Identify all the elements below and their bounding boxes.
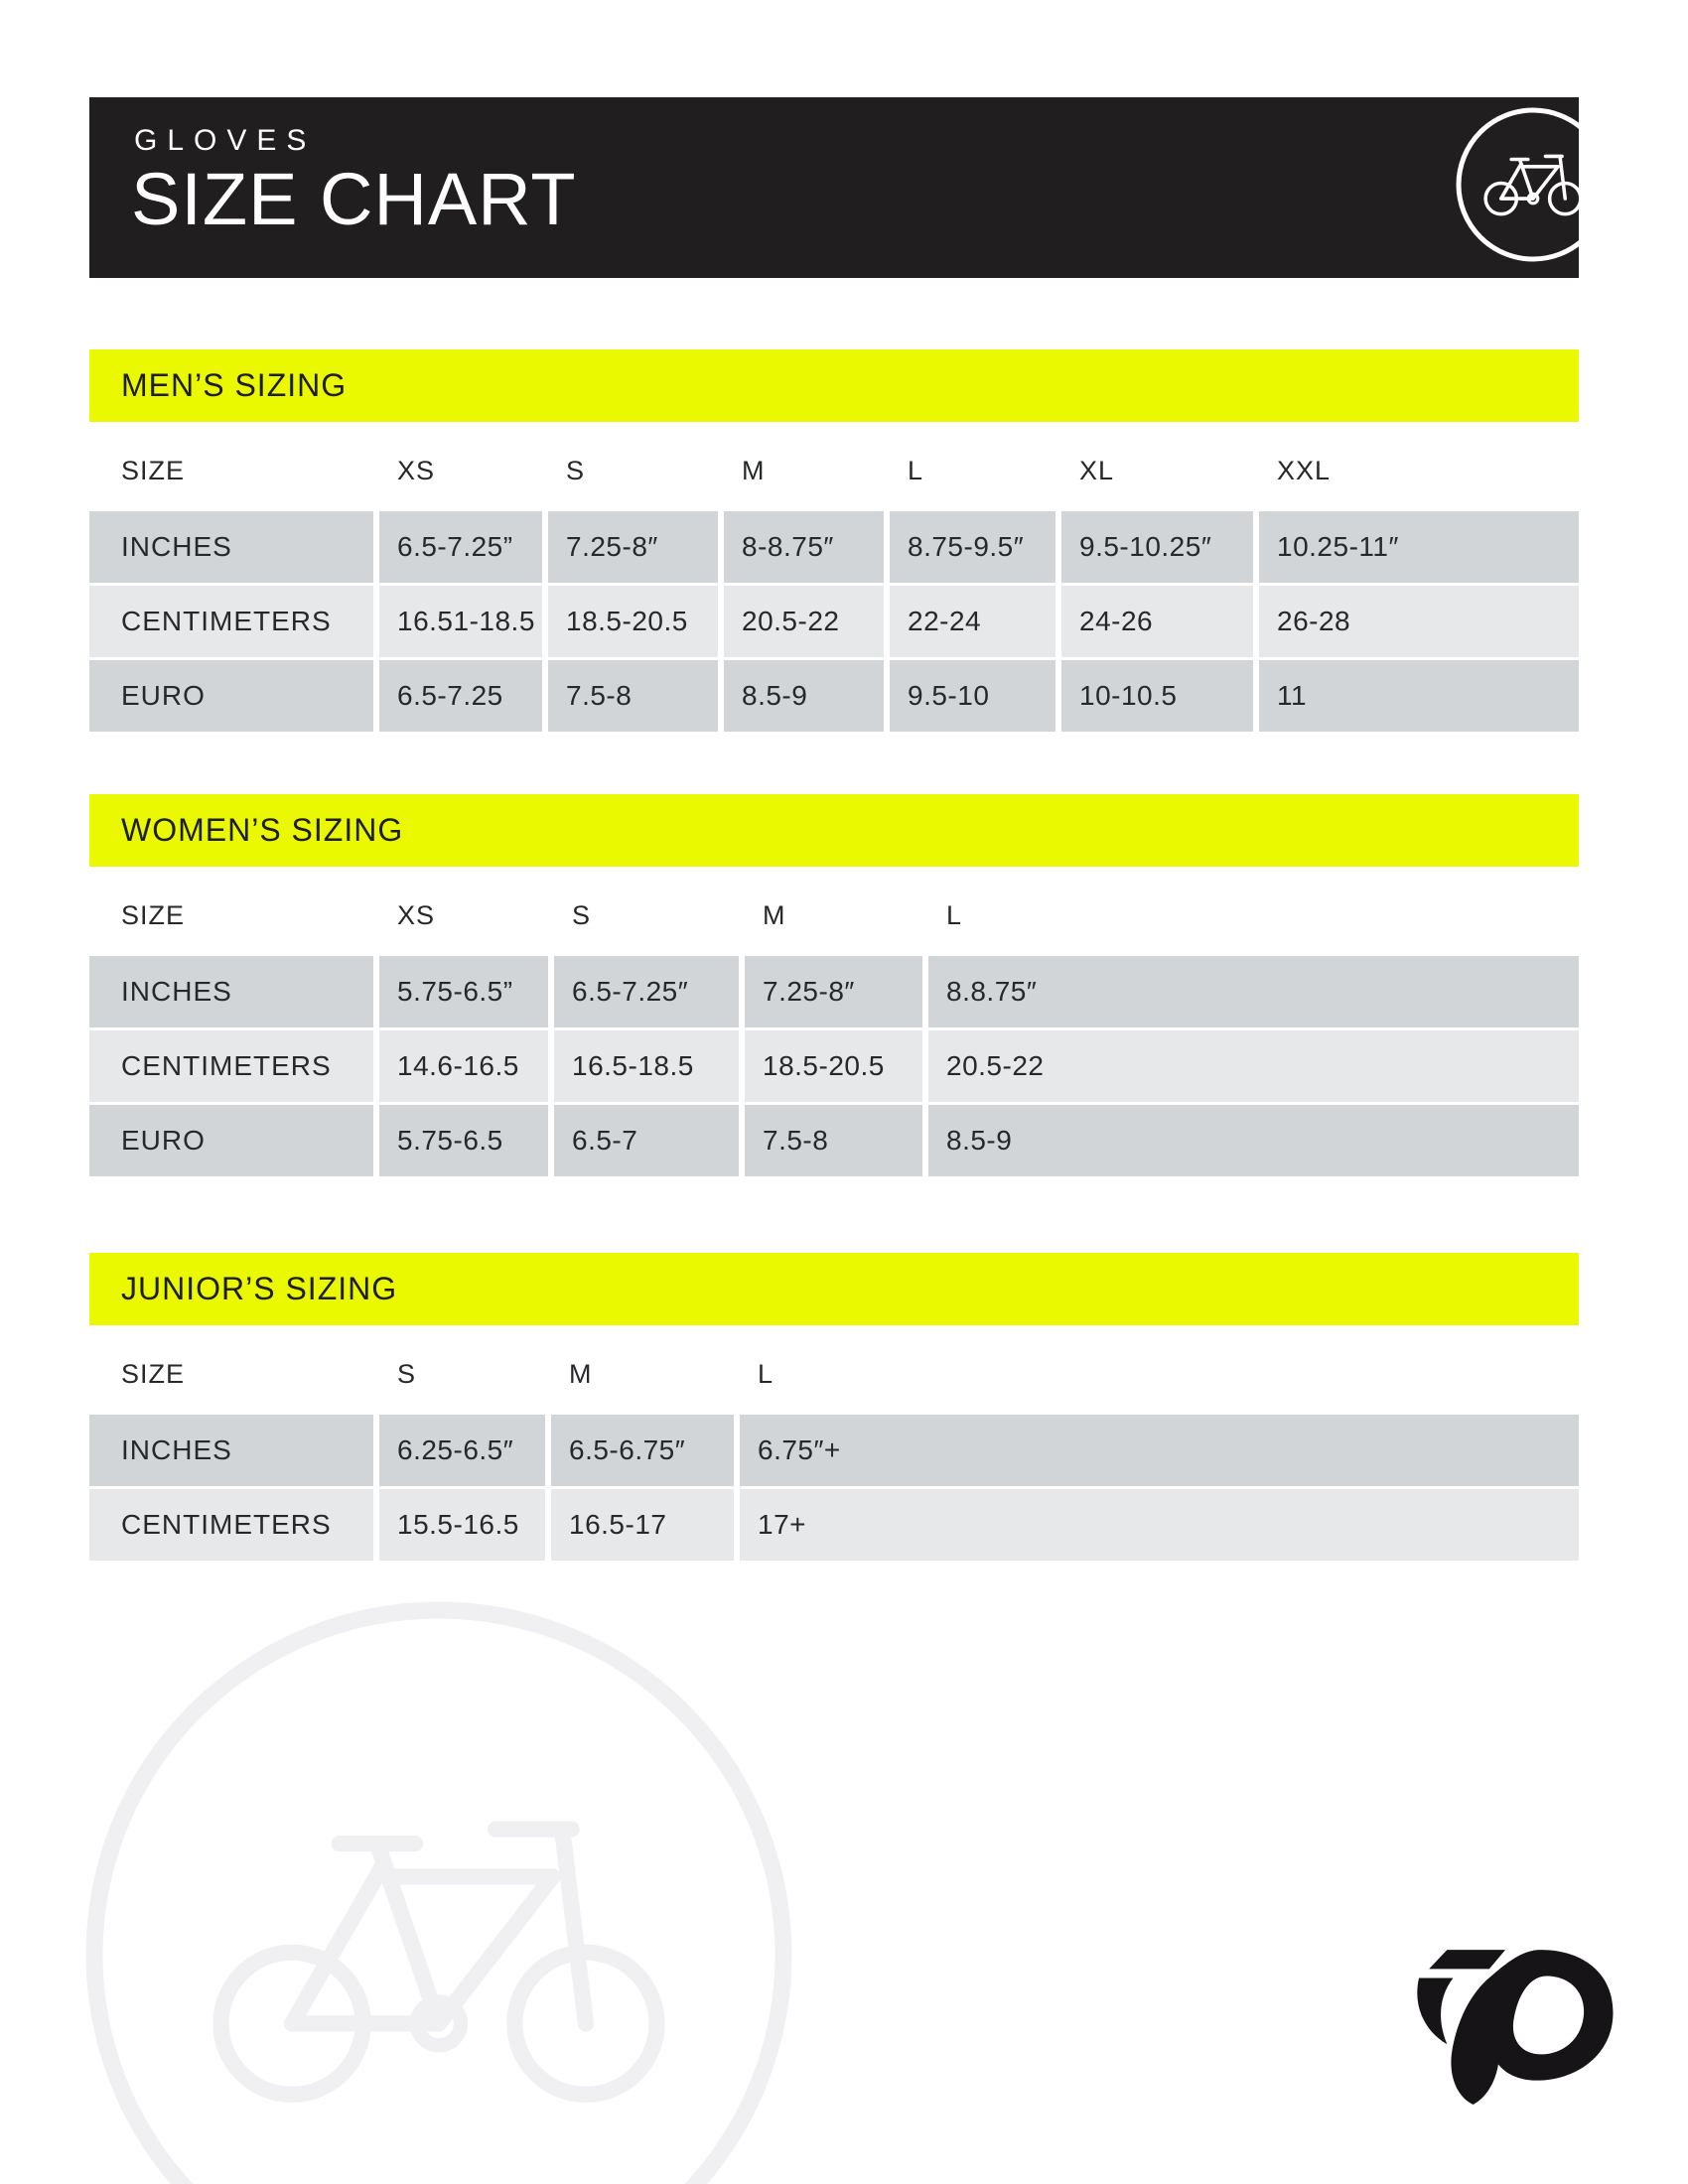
table-header-row-mens	[89, 454, 1579, 487]
size-column-label: SIZE	[121, 899, 186, 930]
size-cell: 8-8.75″	[724, 511, 884, 583]
column-header-xxl: XXL	[1277, 455, 1332, 485]
size-cell: 8.5-9	[928, 1105, 1579, 1176]
size-cell: 15.5-16.5	[379, 1489, 545, 1561]
size-cell: 10-10.5	[1061, 660, 1253, 732]
section-title-womens: WOMEN’S SIZING	[121, 812, 404, 848]
size-cell: 9.5-10	[890, 660, 1055, 732]
size-cell: 14.6-16.5	[379, 1030, 548, 1102]
size-cell: 6.5-7.25”	[379, 511, 542, 583]
row-label: CENTIMETERS	[89, 586, 373, 657]
column-header-s: S	[572, 899, 592, 930]
size-cell: 17+	[740, 1489, 1579, 1561]
size-column-label: SIZE	[121, 1358, 186, 1389]
table-header-row-womens	[89, 898, 1579, 932]
size-cell: 16.5-18.5	[554, 1030, 739, 1102]
size-cell: 18.5-20.5	[745, 1030, 922, 1102]
column-header-m: M	[763, 899, 786, 930]
size-cell: 6.5-7.25	[379, 660, 542, 732]
size-cell: 5.75-6.5	[379, 1105, 548, 1176]
logo-swoosh	[1451, 1950, 1613, 2105]
section-header-womens	[89, 794, 1579, 867]
size-cell: 8.5-9	[724, 660, 884, 732]
section-title-juniors: JUNIOR’S SIZING	[121, 1271, 398, 1306]
column-header-xs: XS	[397, 455, 436, 485]
row-label: EURO	[89, 1105, 373, 1176]
size-cell: 8.8.75″	[928, 956, 1579, 1027]
page-title: SIZE CHART	[131, 158, 577, 240]
row-label: INCHES	[89, 956, 373, 1027]
size-cell: 20.5-22	[724, 586, 884, 657]
bicycle-watermark-icon	[84, 1600, 793, 2184]
table-header-row-juniors	[89, 1357, 1579, 1391]
pearl-izumi-logo	[1388, 1936, 1615, 2109]
size-cell: 7.25-8″	[745, 956, 922, 1027]
size-cell: 6.5-7.25″	[554, 956, 739, 1027]
size-cell: 11	[1259, 660, 1579, 732]
column-header-l: L	[758, 1358, 774, 1389]
column-header-m: M	[742, 455, 766, 485]
row-label: INCHES	[89, 511, 373, 583]
header-banner	[89, 97, 1579, 278]
size-cell: 24-26	[1061, 586, 1253, 657]
column-header-s: S	[566, 455, 586, 485]
size-cell: 26-28	[1259, 586, 1579, 657]
size-cell: 6.75″+	[740, 1415, 1579, 1486]
row-label: INCHES	[89, 1415, 373, 1486]
size-cell: 8.75-9.5″	[890, 511, 1055, 583]
column-header-l: L	[946, 899, 963, 930]
size-cell: 7.5-8	[745, 1105, 922, 1176]
size-cell: 22-24	[890, 586, 1055, 657]
size-cell: 6.5-7	[554, 1105, 739, 1176]
column-header-l: L	[908, 455, 924, 485]
size-cell: 10.25-11″	[1259, 511, 1579, 583]
column-header-xl: XL	[1079, 455, 1115, 485]
size-table-juniors	[89, 1415, 1579, 1561]
section-header-mens	[89, 349, 1579, 422]
column-header-m: M	[569, 1358, 593, 1389]
logo-wedge	[1429, 1950, 1505, 1969]
size-cell: 6.5-6.75″	[551, 1415, 734, 1486]
bicycle-badge-icon	[1454, 105, 1579, 264]
size-table-mens	[89, 511, 1579, 732]
logo-fin	[1417, 1978, 1453, 2044]
size-table-womens	[89, 956, 1579, 1176]
section-header-juniors	[89, 1253, 1579, 1325]
size-cell: 16.51-18.5	[379, 586, 542, 657]
row-label: EURO	[89, 660, 373, 732]
section-title-mens: MEN’S SIZING	[121, 367, 348, 403]
header-eyebrow: GLOVES	[134, 124, 317, 157]
size-cell: 6.25-6.5″	[379, 1415, 545, 1486]
column-header-s: S	[397, 1358, 417, 1389]
size-cell: 16.5-17	[551, 1489, 734, 1561]
size-cell: 5.75-6.5”	[379, 956, 548, 1027]
size-cell: 9.5-10.25″	[1061, 511, 1253, 583]
size-cell: 18.5-20.5	[548, 586, 718, 657]
row-label: CENTIMETERS	[89, 1030, 373, 1102]
size-column-label: SIZE	[121, 455, 186, 485]
row-label: CENTIMETERS	[89, 1489, 373, 1561]
size-cell: 7.25-8″	[548, 511, 718, 583]
size-cell: 20.5-22	[928, 1030, 1579, 1102]
size-cell: 7.5-8	[548, 660, 718, 732]
column-header-xs: XS	[397, 899, 436, 930]
